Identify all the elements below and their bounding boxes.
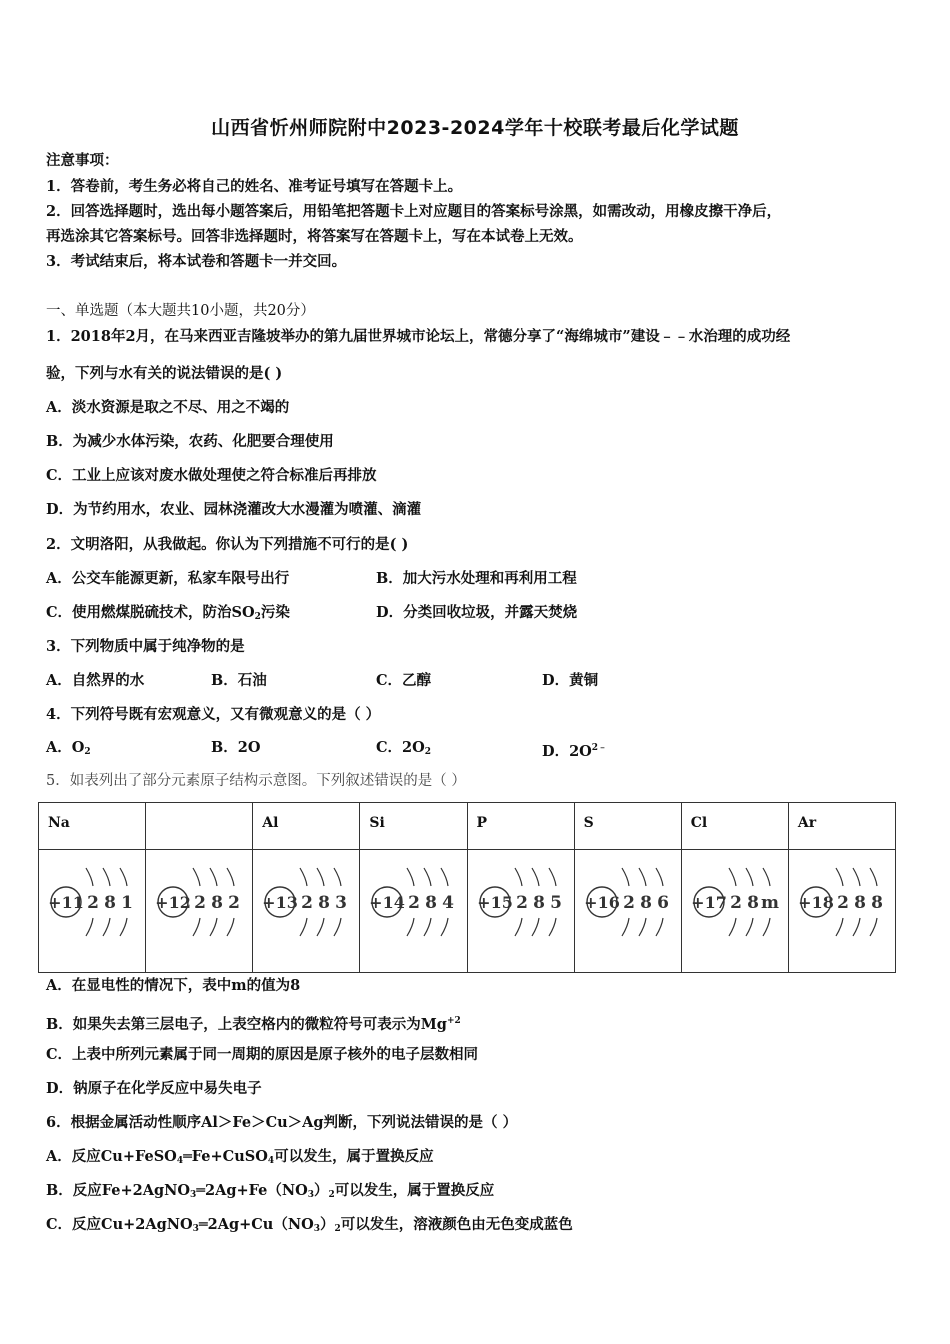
shell-arc xyxy=(870,918,877,936)
q6-option-a: A．反应Cu+FeSO$_4$═Fe+CuSO$_4$可以发生，属于置换反应 xyxy=(46,1148,434,1166)
q5-option-b: B．如果失去第三层电子，上表空格内的微粒符号可表示为$Mg^{+2}$ xyxy=(46,1016,461,1033)
shell-electron-count: 8 xyxy=(746,893,759,913)
q1-stem: 1．2018年2月，在马来西亚吉隆坡举办的第九届世界城市论坛上，常德分享了“海绵城市”建设﹣﹣水治理的成功经 xyxy=(46,328,791,345)
notice-item: 2．回答选择题时，选出每小题答案后，用铅笔把答题卡上对应题目的答案标号涂黑，如需改动，用橡皮擦干净后， xyxy=(46,203,782,220)
shell-electron-count: 2 xyxy=(837,893,849,913)
q4-option-d: D．$2O^{2﹣}$ xyxy=(542,743,608,760)
shell-arc xyxy=(103,868,110,886)
shell-arc xyxy=(639,868,646,886)
q4-option-c: C．$2O_2$ xyxy=(376,739,432,757)
shell-arc xyxy=(120,868,127,886)
element-symbol-blank xyxy=(146,803,253,850)
q1-option-b: B．为减少水体污染，农药、化肥要合理使用 xyxy=(46,433,334,450)
shell-arc xyxy=(656,868,663,886)
atom-cell xyxy=(681,850,788,973)
q6-option-b: B．反应$Fe+2AgNO_3═2Ag+Fe(NO_3)_2$可以发生，属于置换反应 xyxy=(46,1182,495,1200)
shell-electron-count: 2 xyxy=(194,893,207,913)
nucleus-charge: +18 xyxy=(798,893,834,912)
element-symbol: S xyxy=(574,803,681,850)
atom-structure-diagram xyxy=(147,850,251,960)
atom-cell xyxy=(788,850,895,973)
shell-electron-count: 2 xyxy=(87,893,99,913)
atom-cell xyxy=(146,850,253,973)
nucleus-charge: +14 xyxy=(369,893,406,912)
q3-option-c: C．乙醇 xyxy=(376,672,432,689)
q4-option-a: A．$O_2$ xyxy=(46,739,91,757)
shell-electron-count: 2 xyxy=(408,893,421,913)
shell-arc xyxy=(515,868,522,886)
nucleus-charge: +12 xyxy=(155,893,192,912)
shell-arc xyxy=(210,868,217,886)
element-symbol: Al xyxy=(253,803,360,850)
q3-option-a: A．自然界的水 xyxy=(46,672,145,689)
shell-electron-count: 2 xyxy=(301,893,314,913)
q2-option-c: C．使用燃煤脱硫技术，防治$SO_2$污染 xyxy=(46,604,290,622)
shell-arc xyxy=(227,918,234,936)
shell-electron-count: 8 xyxy=(639,893,652,913)
shell-arc xyxy=(441,918,448,936)
element-symbol: P xyxy=(467,803,574,850)
atom-structure-diagram xyxy=(254,850,358,960)
shell-arc xyxy=(729,868,736,886)
shell-electron-count: 1 xyxy=(121,893,133,913)
shell-electron-count: 6 xyxy=(656,893,669,913)
q5-option-d: D．钠原子在化学反应中易失电子 xyxy=(46,1080,262,1097)
atom-structure-diagram xyxy=(40,850,144,960)
shell-arc xyxy=(763,868,770,886)
shell-arc xyxy=(656,918,663,936)
q2-stem: 2．文明洛阳，从我做起。你认为下列措施不可行的是( ) xyxy=(46,536,409,553)
shell-arc xyxy=(227,868,234,886)
nucleus-charge: +11 xyxy=(48,893,84,912)
shell-arc xyxy=(120,918,127,936)
atom-cell xyxy=(467,850,574,973)
shell-arc xyxy=(407,868,414,886)
shell-arc xyxy=(334,918,341,936)
shell-arc xyxy=(334,868,341,886)
atom-structure-diagram xyxy=(683,850,787,960)
atom-structure-diagram xyxy=(361,850,465,960)
shell-electron-count: 8 xyxy=(425,893,438,913)
nucleus-charge: +16 xyxy=(583,893,620,912)
shell-electron-count: 2 xyxy=(515,893,528,913)
q6-stem: 6．根据金属活动性顺序Al＞Fe＞Cu＞Ag判断，下列说法错误的是（ ） xyxy=(46,1114,518,1131)
shell-arc xyxy=(300,868,307,886)
atom-cell xyxy=(574,850,681,973)
shell-arc xyxy=(424,868,431,886)
q5-option-c: C．上表中所列元素属于同一周期的原因是原子核外的电子层数相同 xyxy=(46,1046,479,1063)
q1-option-d: D．为节约用水，农业、园林浇灌改大水漫灌为喷灌、滴灌 xyxy=(46,501,422,518)
q2-option-d: D．分类回收垃圾，并露天焚烧 xyxy=(376,604,578,621)
shell-arc xyxy=(870,868,877,886)
shell-electron-count: 4 xyxy=(442,893,455,913)
nucleus-charge: +17 xyxy=(690,893,727,912)
shell-electron-count: m xyxy=(760,893,779,913)
shell-electron-count: 3 xyxy=(335,893,348,913)
shell-arc xyxy=(763,918,770,936)
shell-arc xyxy=(549,868,556,886)
shell-arc xyxy=(515,918,522,936)
shell-arc xyxy=(193,868,200,886)
shell-arc xyxy=(317,918,324,936)
shell-arc xyxy=(103,918,110,936)
q1-stem-cont: 验，下列与水有关的说法错误的是( ) xyxy=(46,365,283,382)
shell-arc xyxy=(836,918,843,936)
atom-cell xyxy=(253,850,360,973)
atom-structure-diagram xyxy=(790,850,894,960)
section-heading: 一、单选题（本大题共10小题，共20分） xyxy=(46,303,315,319)
q3-option-b: B．石油 xyxy=(211,672,267,689)
shell-arc xyxy=(317,868,324,886)
shell-arc xyxy=(86,868,93,886)
shell-arc xyxy=(210,918,217,936)
element-structure-table xyxy=(38,802,896,973)
shell-electron-count: 8 xyxy=(104,893,116,913)
shell-arc xyxy=(746,918,753,936)
q6-option-c: C．反应$Cu+2AgNO_3═2Ag+Cu(NO_3)_2$可以发生，溶液颜色由无色变成蓝色 xyxy=(46,1216,573,1234)
shell-electron-count: 8 xyxy=(532,893,545,913)
shell-arc xyxy=(853,918,860,936)
nucleus-charge: +15 xyxy=(476,893,513,912)
shell-arc xyxy=(532,918,539,936)
q5-option-a: A．在显电性的情况下，表中m的值为8 xyxy=(46,977,301,994)
q1-option-a: A．淡水资源是取之不尽、用之不竭的 xyxy=(46,399,290,416)
q4-option-b: B．2O xyxy=(211,739,261,756)
q5-stem: 5．如表列出了部分元素原子结构示意图。下列叙述错误的是（ ） xyxy=(46,773,466,789)
shell-electron-count: 8 xyxy=(318,893,331,913)
shell-arc xyxy=(729,918,736,936)
shell-arc xyxy=(193,918,200,936)
notice-heading: 注意事项： xyxy=(46,152,119,169)
shell-electron-count: 8 xyxy=(871,893,883,913)
atom-structure-diagram xyxy=(576,850,680,960)
page-title: 山西省忻州师院附中2023-2024学年十校联考最后化学试题 xyxy=(211,117,739,139)
shell-electron-count: 2 xyxy=(622,893,635,913)
shell-arc xyxy=(407,918,414,936)
notice-item: 再选涂其它答案标号。回答非选择题时，将答案写在答题卡上，写在本试卷上无效。 xyxy=(46,228,583,245)
shell-electron-count: 2 xyxy=(729,893,742,913)
element-symbol: Ar xyxy=(788,803,895,850)
shell-arc xyxy=(300,918,307,936)
nucleus-charge: +13 xyxy=(262,893,299,912)
shell-arc xyxy=(424,918,431,936)
shell-arc xyxy=(441,868,448,886)
shell-electron-count: 8 xyxy=(211,893,224,913)
element-symbol: Cl xyxy=(681,803,788,850)
q3-option-d: D．黄铜 xyxy=(542,672,599,689)
shell-arc xyxy=(853,868,860,886)
atom-structure-diagram xyxy=(469,850,573,960)
notice-item: 1．答卷前，考生务必将自己的姓名、准考证号填写在答题卡上。 xyxy=(46,178,463,195)
shell-arc xyxy=(549,918,556,936)
shell-electron-count: 2 xyxy=(228,893,241,913)
q2-option-a: A．公交车能源更新，私家车限号出行 xyxy=(46,570,290,587)
shell-electron-count: 8 xyxy=(854,893,866,913)
shell-arc xyxy=(836,868,843,886)
shell-electron-count: 5 xyxy=(549,893,562,913)
q3-stem: 3．下列物质中属于纯净物的是 xyxy=(46,638,245,655)
shell-arc xyxy=(622,918,629,936)
shell-arc xyxy=(532,868,539,886)
shell-arc xyxy=(622,868,629,886)
atom-cell xyxy=(360,850,467,973)
element-symbol: Si xyxy=(360,803,467,850)
q2-option-b: B．加大污水处理和再利用工程 xyxy=(376,570,577,587)
shell-arc xyxy=(746,868,753,886)
q1-option-c: C．工业上应该对废水做处理使之符合标准后再排放 xyxy=(46,467,377,484)
q4-stem: 4．下列符号既有宏观意义，又有微观意义的是（ ） xyxy=(46,706,381,723)
element-symbol: Na xyxy=(39,803,146,850)
atom-cell xyxy=(39,850,146,973)
shell-arc xyxy=(639,918,646,936)
shell-arc xyxy=(86,918,93,936)
notice-item: 3．考试结束后，将本试卷和答题卡一并交回。 xyxy=(46,253,347,270)
